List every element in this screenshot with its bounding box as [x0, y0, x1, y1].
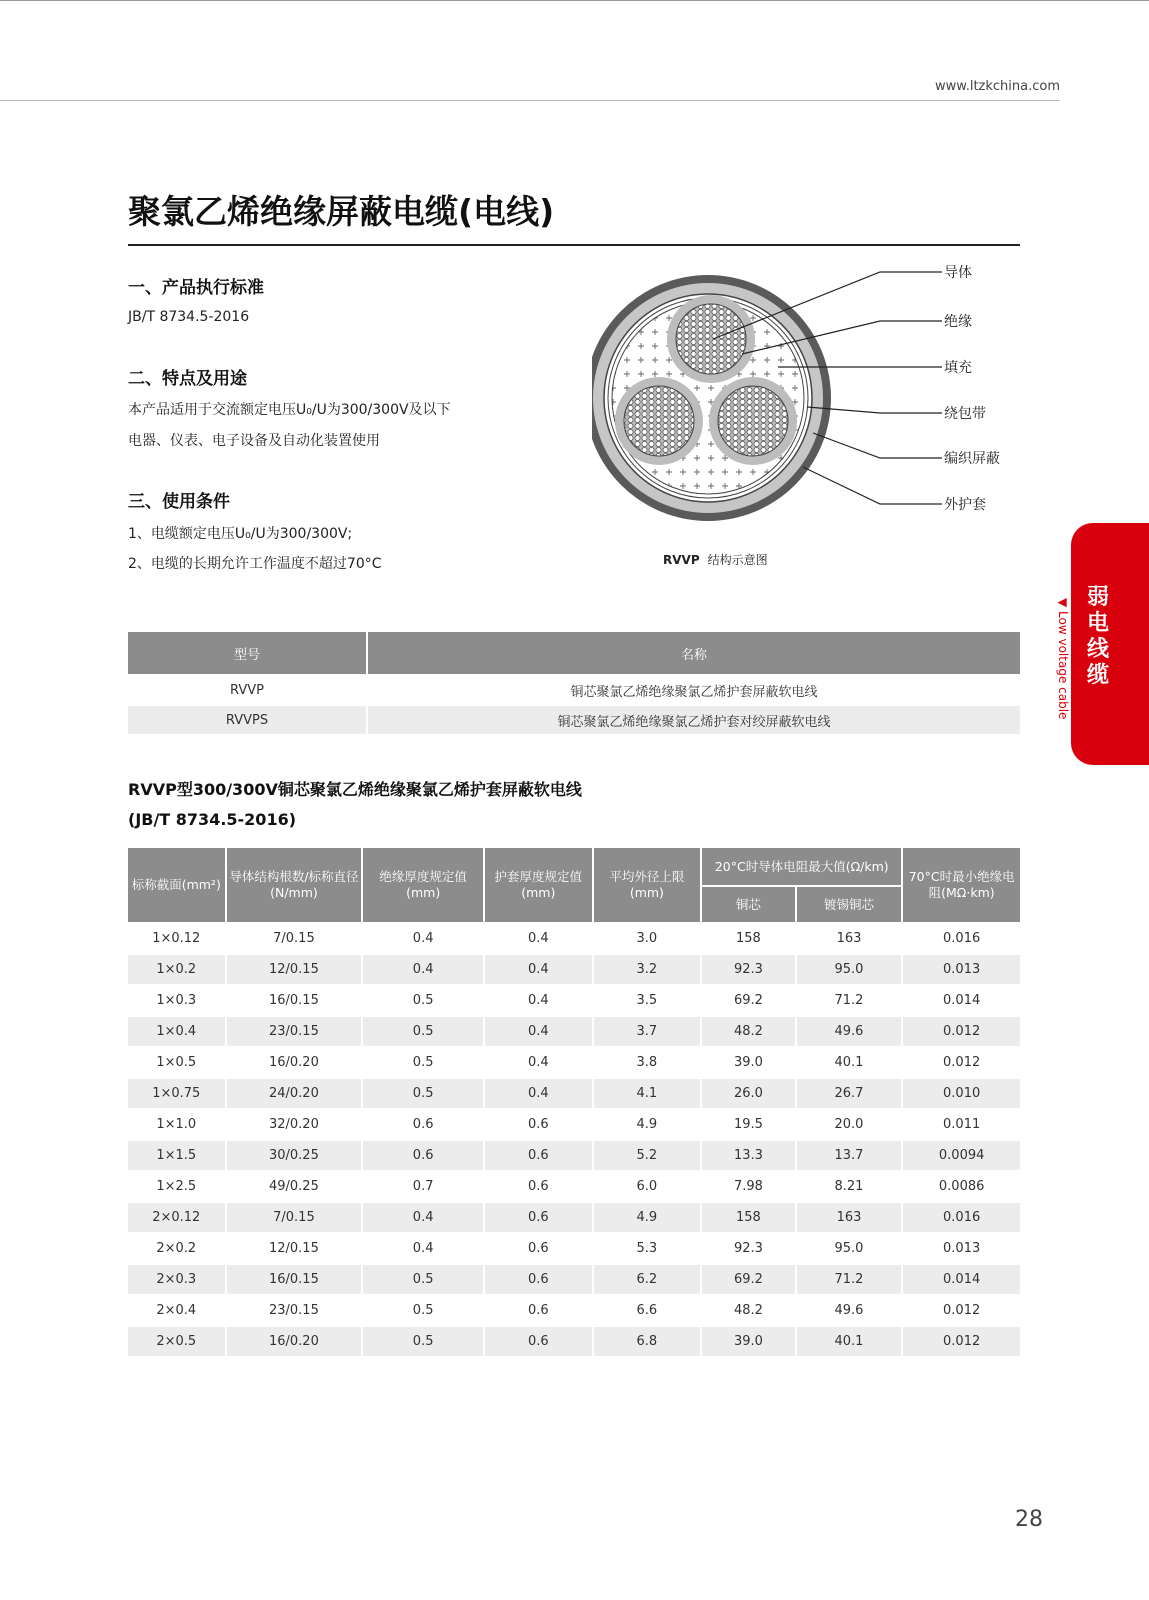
copper-resistance-cell: 26.0: [702, 1079, 795, 1108]
insulation-cell: 0.4: [412, 931, 434, 946]
tinned-resistance-cell: 95.0: [834, 1241, 864, 1256]
structure-cell: 30/0.25: [227, 1141, 362, 1170]
insulation-cell: 0.4: [363, 1203, 483, 1232]
table-row: [128, 1172, 1020, 1201]
section-cell: 1×1.0: [156, 1117, 197, 1132]
diagram-caption-text: 结构示意图: [707, 553, 768, 567]
structure-cell: 7/0.15: [273, 931, 315, 946]
label-insulation: 绝缘: [944, 314, 972, 330]
insulation-cell: 0.6: [363, 1141, 483, 1170]
insulation-resistance-cell: 0.016: [903, 1203, 1020, 1232]
table-row: [128, 676, 1020, 704]
structure-cell: 23/0.15: [268, 1303, 319, 1318]
diameter-cell: 3.2: [594, 955, 701, 984]
structure-cell: 7/0.15: [227, 1203, 362, 1232]
insulation-resistance-cell: 0.012: [903, 1327, 1020, 1356]
diameter-cell: 6.6: [636, 1303, 658, 1318]
section-cell: 1×0.5: [156, 1055, 197, 1070]
table-row: [128, 1234, 1020, 1263]
page-number: 28: [1015, 1507, 1043, 1532]
insulation-cell: 0.5: [412, 1055, 434, 1070]
label-filler: 填充: [944, 360, 972, 376]
spec-title-line-2: (JB/T 8734.5-2016): [128, 810, 297, 829]
diameter-cell: 5.3: [636, 1241, 658, 1256]
insulation-resistance-cell: 0.011: [943, 1117, 981, 1132]
tinned-resistance-cell: 163: [836, 931, 862, 946]
sheath-cell: 0.4: [485, 955, 592, 984]
model-table-header-name: 名称: [368, 632, 1020, 674]
header-tinned-copper: 镀锡铜芯: [797, 887, 902, 922]
header-sheath: 护套厚度规定值(mm): [485, 848, 592, 922]
insulation-cell: 0.4: [363, 955, 483, 984]
structure-cell: 16/0.15: [227, 1265, 362, 1294]
label-outer-sheath: 外护套: [944, 497, 986, 513]
conditions-heading: 三、使用条件: [128, 492, 230, 512]
copper-resistance-cell: 92.3: [733, 1241, 763, 1256]
insulation-resistance-cell: 0.0086: [938, 1179, 985, 1194]
standard-heading: 一、产品执行标准: [128, 278, 264, 298]
tinned-resistance-cell: 49.6: [797, 1017, 902, 1046]
copper-resistance-cell: 158: [702, 1203, 795, 1232]
table-row: [128, 1110, 1020, 1139]
diagram-caption: [663, 551, 768, 568]
title-divider: [128, 244, 1020, 246]
features-heading: 二、特点及用途: [128, 369, 247, 389]
model-table-header-model: 型号: [128, 632, 366, 674]
section-cell: 1×2.5: [156, 1179, 197, 1194]
table-row: [128, 1265, 1020, 1294]
copper-resistance-cell: 19.5: [733, 1117, 763, 1132]
insulation-resistance-cell: 0.0094: [903, 1141, 1020, 1170]
tinned-resistance-cell: 71.2: [834, 993, 864, 1008]
insulation-resistance-cell: 0.013: [943, 1241, 981, 1256]
sheath-cell: 0.4: [527, 993, 549, 1008]
table-row: [128, 986, 1020, 1015]
insulation-resistance-cell: 0.012: [903, 1017, 1020, 1046]
table-row: [128, 1017, 1020, 1046]
sheath-cell: 0.6: [527, 1241, 549, 1256]
section-cell: 1×1.5: [128, 1141, 225, 1170]
section-cell: 2×0.3: [128, 1265, 225, 1294]
spec-title-line-1: RVVP型300/300V铜芯聚氯乙烯绝缘聚氯乙烯护套屏蔽软电线: [128, 780, 582, 799]
copper-resistance-cell: 48.2: [702, 1017, 795, 1046]
sheath-cell: 0.6: [485, 1327, 592, 1356]
core-left: [615, 377, 703, 465]
structure-cell: 49/0.25: [268, 1179, 319, 1194]
core-right: [709, 377, 797, 465]
model-table: [126, 630, 1022, 736]
header-structure: 导体结构根数/标称直径(N/mm): [227, 848, 362, 922]
diameter-cell: 3.0: [636, 931, 658, 946]
spec-table-title: [128, 775, 582, 835]
copper-resistance-cell: 39.0: [733, 1055, 763, 1070]
tinned-resistance-cell: 40.1: [797, 1327, 902, 1356]
name-cell: 铜芯聚氯乙烯绝缘聚氯乙烯护套对绞屏蔽软电线: [368, 706, 1020, 734]
tinned-resistance-cell: 20.0: [834, 1117, 864, 1132]
diameter-cell: 3.5: [636, 993, 658, 1008]
sheath-cell: 0.4: [485, 1017, 592, 1046]
diameter-cell: 4.1: [594, 1079, 701, 1108]
model-cell: RVVP: [230, 682, 264, 698]
sheath-cell: 0.6: [485, 1265, 592, 1294]
sheath-cell: 0.6: [527, 1303, 549, 1318]
insulation-cell: 0.5: [363, 1017, 483, 1046]
section-cell: 2×0.5: [128, 1327, 225, 1356]
copper-resistance-cell: 158: [736, 931, 761, 946]
insulation-resistance-cell: 0.013: [903, 955, 1020, 984]
diameter-cell: 6.8: [594, 1327, 701, 1356]
tinned-resistance-cell: 95.0: [797, 955, 902, 984]
table-row: [128, 924, 1020, 953]
model-cell: RVVPS: [128, 706, 366, 734]
conditions-line-1: 1、电缆额定电压U₀/U为300/300V;: [128, 526, 353, 542]
insulation-cell: 0.5: [412, 993, 434, 1008]
diameter-cell: 4.9: [636, 1117, 658, 1132]
copper-resistance-cell: 39.0: [702, 1327, 795, 1356]
insulation-resistance-cell: 0.012: [943, 1055, 981, 1070]
label-tape: 绕包带: [944, 406, 986, 422]
insulation-resistance-cell: 0.014: [943, 993, 981, 1008]
tinned-resistance-cell: 13.7: [797, 1141, 902, 1170]
insulation-cell: 0.5: [363, 1079, 483, 1108]
structure-cell: 32/0.20: [268, 1117, 319, 1132]
insulation-resistance-cell: 0.012: [943, 1303, 981, 1318]
table-row: [128, 1203, 1020, 1232]
structure-cell: 12/0.15: [227, 955, 362, 984]
tinned-resistance-cell: 8.21: [834, 1179, 864, 1194]
diameter-cell: 3.7: [594, 1017, 701, 1046]
structure-cell: 23/0.15: [227, 1017, 362, 1046]
insulation-resistance-cell: 0.016: [943, 931, 981, 946]
section-cell: 2×0.4: [156, 1303, 197, 1318]
table-row: [128, 1296, 1020, 1325]
section-cell: 2×0.2: [156, 1241, 197, 1256]
side-tab-label-en: ▼ Low voltage cable: [1056, 598, 1070, 720]
insulation-resistance-cell: 0.014: [903, 1265, 1020, 1294]
label-braided-shield: 编织屏蔽: [944, 451, 1000, 467]
header-diameter: 平均外径上限(mm): [594, 848, 701, 922]
structure-cell: 16/0.20: [227, 1327, 362, 1356]
diameter-cell: 4.9: [594, 1203, 701, 1232]
features-line-2: 电器、仪表、电子设备及自动化装置使用: [128, 433, 380, 449]
header-resistance: 20°C时导体电阻最大值(Ω/km): [702, 848, 901, 885]
cable-cross-section-diagram: [592, 255, 1047, 555]
section-cell: 1×0.2: [128, 955, 225, 984]
conditions-line-2: 2、电缆的长期允许工作温度不超过70°C: [128, 556, 382, 572]
tinned-resistance-cell: 163: [797, 1203, 902, 1232]
tinned-resistance-cell: 40.1: [834, 1055, 864, 1070]
features-line-1: 本产品适用于交流额定电压U₀/U为300/300V及以下: [128, 402, 451, 418]
section-cell: 2×0.12: [128, 1203, 225, 1232]
copper-resistance-cell: 69.2: [702, 1265, 795, 1294]
spec-table-body: [128, 924, 1020, 1356]
standard-text: JB/T 8734.5-2016: [128, 309, 250, 325]
side-tab-label-cn: 弱电线缆: [1086, 585, 1109, 688]
diameter-cell: 5.2: [594, 1141, 701, 1170]
copper-resistance-cell: 92.3: [702, 955, 795, 984]
header-section: 标称截面(mm²): [128, 848, 225, 922]
section-cell: 1×0.12: [152, 931, 201, 946]
sheath-cell: 0.6: [527, 1117, 549, 1132]
label-conductor: 导体: [944, 265, 972, 281]
table-row: [128, 1079, 1020, 1108]
tinned-resistance-cell: 71.2: [797, 1265, 902, 1294]
header-copper: 铜芯: [702, 887, 795, 922]
table-row: [128, 706, 1020, 734]
table-row: [128, 955, 1020, 984]
sheath-cell: 0.6: [485, 1203, 592, 1232]
table-row: [128, 1048, 1020, 1077]
top-border: [0, 0, 1149, 1]
tinned-resistance-cell: 49.6: [834, 1303, 864, 1318]
insulation-cell: 0.5: [363, 1327, 483, 1356]
diameter-cell: 6.2: [594, 1265, 701, 1294]
core-top: [667, 295, 755, 383]
site-url: www.ltzkchina.com: [935, 79, 1060, 94]
header-insulation-resistance: 70°C时最小绝缘电阻(MΩ·km): [903, 848, 1020, 922]
insulation-resistance-cell: 0.010: [903, 1079, 1020, 1108]
insulation-cell: 0.7: [412, 1179, 434, 1194]
copper-resistance-cell: 13.3: [702, 1141, 795, 1170]
structure-cell: 16/0.20: [268, 1055, 319, 1070]
insulation-cell: 0.5: [363, 1265, 483, 1294]
insulation-cell: 0.4: [412, 1241, 434, 1256]
header-insulation: 绝缘厚度规定值(mm): [363, 848, 483, 922]
tinned-resistance-cell: 26.7: [797, 1079, 902, 1108]
copper-resistance-cell: 69.2: [733, 993, 763, 1008]
structure-cell: 12/0.15: [268, 1241, 319, 1256]
structure-cell: 24/0.20: [227, 1079, 362, 1108]
table-row: [128, 1141, 1020, 1170]
section-cell: 1×0.75: [128, 1079, 225, 1108]
page-title: 聚氯乙烯绝缘屏蔽电缆(电线): [128, 192, 555, 231]
insulation-cell: 0.6: [412, 1117, 434, 1132]
sheath-cell: 0.4: [527, 931, 549, 946]
structure-cell: 16/0.15: [268, 993, 319, 1008]
sheath-cell: 0.6: [485, 1141, 592, 1170]
name-cell: 铜芯聚氯乙烯绝缘聚氯乙烯护套屏蔽软电线: [570, 684, 818, 700]
copper-resistance-cell: 7.98: [733, 1179, 763, 1194]
copper-resistance-cell: 48.2: [733, 1303, 763, 1318]
section-cell: 1×0.3: [156, 993, 197, 1008]
diameter-cell: 6.0: [636, 1179, 658, 1194]
section-cell: 1×0.4: [128, 1017, 225, 1046]
header-divider: [0, 100, 1060, 101]
diagram-caption-model: RVVP: [663, 553, 700, 567]
sheath-cell: 0.4: [527, 1055, 549, 1070]
insulation-cell: 0.5: [412, 1303, 434, 1318]
sheath-cell: 0.6: [527, 1179, 549, 1194]
table-row: [128, 1327, 1020, 1356]
side-tab-label-en-wrap: [1055, 598, 1071, 728]
sheath-cell: 0.4: [485, 1079, 592, 1108]
spec-table: [126, 846, 1022, 1358]
diameter-cell: 3.8: [636, 1055, 658, 1070]
